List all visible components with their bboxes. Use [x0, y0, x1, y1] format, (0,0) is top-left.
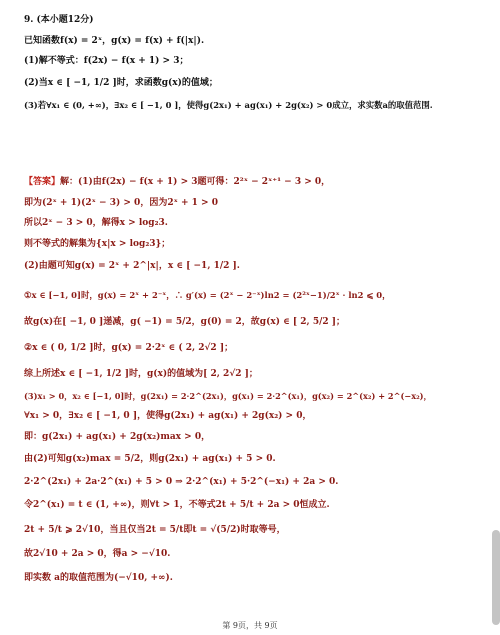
answer-line: 综上所述x ∈ [ −1, 1/2 ]时，g(x)的值域为[ 2, 2√2 ]； [24, 369, 258, 379]
question-line: (3)若∀x₁ ∈ (0, +∞)，∃x₂ ∈ [ −1, 0 ]，使得g(2x₁) + ag(x₁) + 2g(x₂) > 0成立，求实数a的取值范围. [24, 100, 433, 110]
answer-line: ∀x₁ > 0，∃x₂ ∈ [ −1, 0 ]，使得g(2x₁) + ag(x₁) + 2g(x₂) > 0， [24, 411, 312, 421]
answer-line: 即实数 a的取值范围为(−√10, +∞). [24, 573, 173, 583]
question-line: (2)当x ∈ [ −1, 1/2 ]时，求函数g(x)的值域； [24, 78, 218, 88]
answer-text: 解：(1)由f(2x) − f(x + 1) > 3题可得：2²ˣ − 2ˣ⁺¹ − 3 > 0， [60, 177, 331, 187]
scrollbar[interactable] [492, 530, 500, 625]
answer-first-line [24, 176, 330, 188]
answer-line: 故2√10 + 2a > 0，得a > −√10. [24, 549, 171, 559]
answer-line: (3)x₁ > 0，x₂ ∈ [−1, 0]时，g(2x₁) = 2·2^(2x₁)，g(x₁) = 2·2^(x₁)，g(x₂) = 2^(x₂) + 2^(−x₂)， [24, 391, 432, 401]
page-footer: 第 9页，共 9页 [222, 621, 278, 630]
answer-tag: 【答案】 [24, 177, 61, 187]
answer-line: 2·2^(2x₁) + 2a·2^(x₁) + 5 > 0 ⇒ 2·2^(x₁) + 5·2^(−x₁) + 2a > 0. [24, 477, 339, 487]
answer-line: 2t + 5/t ⩾ 2√10，当且仅当2t = 5/t即t = √(5/2)时取等号， [24, 525, 286, 535]
answer-line: 故g(x)在[ −1, 0 ]递减，g( −1) = 5/2，g(0) = 2，故g(x) ∈ [ 2, 5/2 ]； [24, 317, 346, 327]
answer-line: 令2^(x₁) = t ∈ (1, +∞)，则∀t > 1，不等式2t + 5/t + 2a > 0恒成立. [24, 500, 330, 510]
answer-line: ②x ∈ ( 0, 1/2 ]时，g(x) = 2·2ˣ ∈ ( 2, 2√2 ]； [24, 343, 234, 353]
answer-line: 即：g(2x₁) + ag(x₁) + 2g(x₂)max > 0， [24, 432, 211, 442]
answer-line: 则不等式的解集为{x|x > log₂3}； [24, 239, 171, 249]
answer-line: 所以2ˣ − 3 > 0，解得x > log₂3. [24, 218, 168, 228]
answer-line: 由(2)可知g(x₂)max = 5/2，则g(2x₁) + ag(x₁) + 5 > 0. [24, 454, 276, 464]
answer-line: (2)由题可知g(x) = 2ˣ + 2^|x|，x ∈ [ −1, 1/2 ]. [24, 261, 240, 271]
question-line: 已知函数f(x) = 2ˣ，g(x) = f(x) + f(|x|). [24, 36, 205, 46]
answer-line: 即为(2ˣ + 1)(2ˣ − 3) > 0，因为2ˣ + 1 > 0 [24, 198, 218, 208]
answer-line: ①x ∈ [−1, 0]时，g(x) = 2ˣ + 2⁻ˣ，∴ g′(x) = (2ˣ − 2⁻ˣ)ln2 = (2²ˣ−1)/2ˣ · ln2 ⩽ 0， [24, 290, 391, 300]
question-line: (1)解不等式：f(2x) − f(x + 1) > 3； [24, 56, 189, 66]
question-title: 9. (本小题12分) [24, 15, 94, 25]
